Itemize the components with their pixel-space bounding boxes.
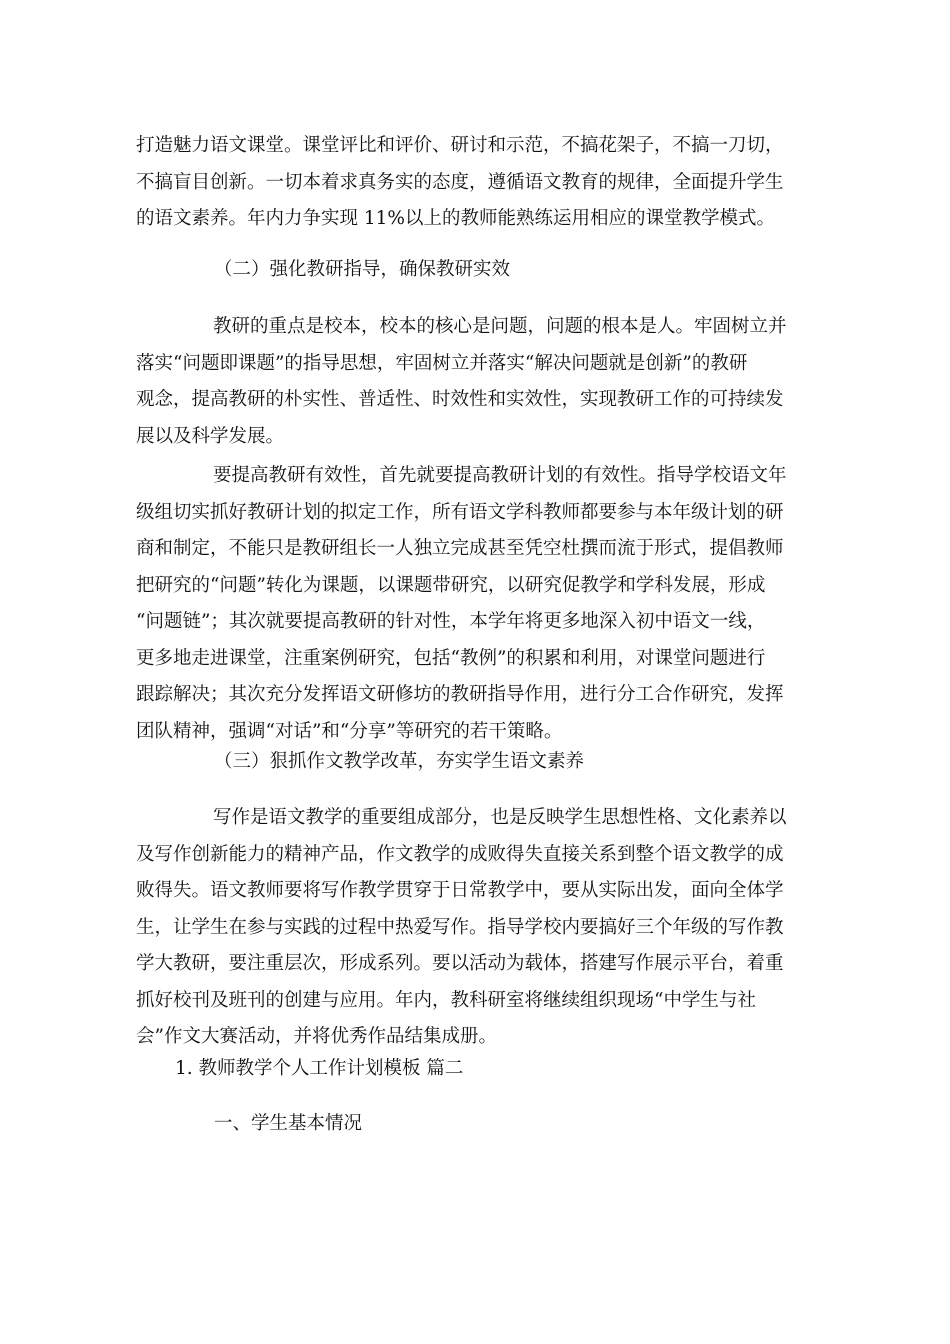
- paragraph-4: [136, 800, 808, 1056]
- paragraph-line: 跟踪解决；其次充分发挥语文研修坊的教研指导作用，进行分工合作研究，发挥: [136, 684, 784, 705]
- section-heading-3: （三）狠抓作文教学改革，夯实学生语文素养: [214, 751, 585, 772]
- section-heading-2: （二）强化教研指导，确保教研实效: [214, 259, 511, 280]
- paragraph-line: 及写作创新能力的精神产品，作文教学的成败得失直接关系到整个语文教学的成: [136, 843, 784, 865]
- paragraph-line: 团队精神，强调“对话”和“分享”等研究的若干策略。: [136, 720, 563, 742]
- paragraph-line: 要提高教研有效性，首先就要提高教研计划的有效性。指导学校语文年: [213, 465, 787, 486]
- paragraph-3: [136, 458, 808, 750]
- paragraph-line: 展以及科学发展。: [136, 425, 285, 447]
- section-heading-basic-info: 一、学生基本情况: [214, 1113, 363, 1134]
- paragraph-line: 写作是语文教学的重要组成部分，也是反映学生思想性格、文化素养以: [213, 807, 787, 828]
- paragraph-line: 观念，提高教研的朴实性、普适性、时效性和实效性，实现教研工作的可持续发: [136, 389, 784, 410]
- paragraph-line: 败得失。语文教师要将写作教学贯穿于日常教学中，要从实际出发，面向全体学: [136, 880, 784, 901]
- paragraph-line: 教研的重点是校本，校本的核心是问题，问题的根本是人。牢固树立并: [213, 316, 787, 337]
- paragraph-line: 抓好校刊及班刊的创建与应用。年内，教科研室将继续组织现场“中学生与社: [136, 989, 756, 1011]
- paragraph-line: 把研究的“问题”转化为课题，以课题带研究，以研究促教学和学科发展，形成: [136, 574, 766, 596]
- paragraph-1: [136, 128, 808, 238]
- paragraph-line: 更多地走进课堂，注重案例研究，包括“教例”的积累和利用，对课堂问题进行: [136, 647, 766, 669]
- paragraph-line: 落实“问题即课题”的指导思想，牢固树立并落实“解决问题就是创新”的教研: [136, 352, 748, 374]
- paragraph-line: 商和制定，不能只是教研组长一人独立完成甚至凭空杜撰而流于形式，提倡教师: [136, 538, 784, 559]
- paragraph-line: 的语文素养。年内力争实现 11%以上的教师能熟练运用相应的课堂教学模式。: [136, 208, 776, 229]
- paragraph-line: 生，让学生在参与实践的过程中热爱写作。指导学校内要搞好三个年级的写作教: [136, 916, 784, 938]
- paragraph-line: 打造魅力语文课堂。课堂评比和评价、研讨和示范，不搞花架子，不搞一刀切，: [136, 135, 784, 156]
- paragraph-2: [136, 309, 808, 455]
- paragraph-line: 不搞盲目创新。一切本着求真务实的态度，遵循语文教育的规律，全面提升学生: [136, 171, 784, 193]
- paragraph-line: 级组切实抓好教研计划的拟定工作，所有语文学科教师都要参与本年级计划的研: [136, 501, 784, 523]
- list-item-template-2: 1. 教师教学个人工作计划模板 篇二: [175, 1058, 464, 1079]
- paragraph-line: 学大教研，要注重层次，形成系列。要以活动为载体，搭建写作展示平台，着重: [136, 953, 784, 974]
- paragraph-line: 会”作文大赛活动，并将优秀作品结集成册。: [136, 1026, 497, 1047]
- paragraph-line: “问题链”；其次就要提高教研的针对性，本学年将更多地深入初中语文一线，: [136, 611, 766, 632]
